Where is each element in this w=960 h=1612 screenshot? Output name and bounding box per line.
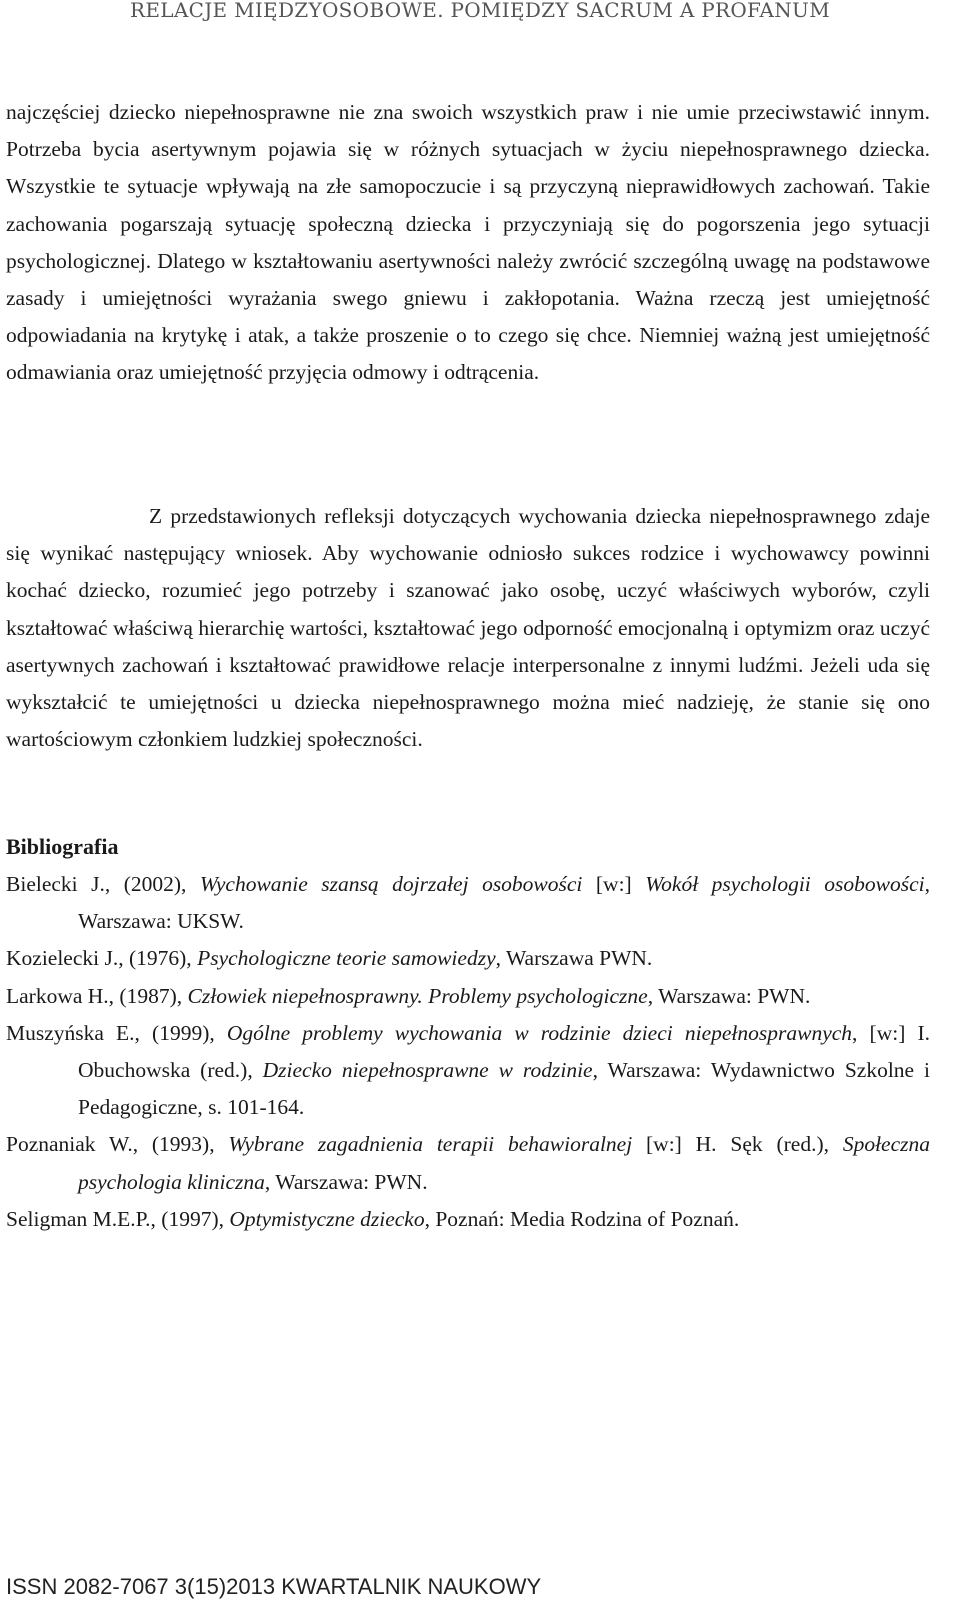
entry-author: Kozielecki J., (1976), [6,946,198,971]
entry-title: Człowiek niepełnosprawny. Problemy psychologiczne [187,983,648,1008]
entry-book-title: Wokół psychologii osobowości [645,872,925,896]
entry-author: Bielecki J., (2002), [6,872,200,896]
entry-author: Muszyńska E., (1999), [6,1020,227,1045]
bibliography-heading: Bibliografia [6,834,119,859]
entry-publisher: , Warszawa: UKSW. [78,872,930,934]
entry-editor: , [w:] I. Obuchowska (red.), [78,1020,930,1083]
bibliography-entry [6,1015,930,1127]
entry-editor: [w:] [582,872,646,896]
running-header: RELACJE MIĘDZYOSOBOWE. POMIĘDZY SACRUM A PROFANUM [130,0,830,22]
entry-publisher: , Warszawa: PWN. [264,1169,428,1194]
entry-author: Larkowa H., (1987), [6,983,188,1008]
journal-footer: ISSN 2082-7067 3(15)2013 KWARTALNIK NAUKOWY [6,1574,542,1599]
entry-publisher: , Warszawa PWN. [495,946,653,971]
entry-author: Poznaniak W., (1993), [6,1132,229,1157]
entry-publisher: , Warszawa: Wydawnictwo Szkolne i Pedagogiczne, s. 101-164. [78,1058,930,1120]
entry-title: Psychologiczne teorie samowiedzy [197,946,496,971]
body-paragraph-1: najczęściej dziecko niepełnosprawne nie zna swoich wszystkich praw i nie umie przeciwstawić innym. Potrzeba bycia asertywnym pojawia się w różnych sytuacjach w życiu niepełnosprawnego dziecka. Wszystkie te sytuacje wpływają na złe samopoczucie i są przyczyną nieprawidłowych zachowań. Takie zachowania pogarszają sytuację społeczną dziecka i przyczyniają się do pogorszenia jego sytuacji psychologicznej. Dlatego w kształtowaniu asertywności należy zwrócić szczególną uwagę na podstawowe zasady i umiejętności wyrażania swego gniewu i zakłopotania. Ważna rzeczą jest umiejętność odpowiadania na krytykę i atak, a także proszenie o to czego się chce. Niemniej ważną jest umiejętność odmawiania oraz umiejętność przyjęcia odmowy i odtrącenia. [6,100,930,385]
bibliography-entry [6,978,930,1015]
entry-title: Wybrane zagadnienia terapii behawioralnej [228,1132,633,1157]
bibliography-entry [6,1126,930,1200]
bibliography-list [6,866,930,1238]
entry-book-title: Społeczna psychologia kliniczna [78,1132,930,1194]
entry-title: Optymistyczne dziecko [229,1206,425,1231]
bibliography-entry [6,866,930,940]
entry-title: Wychowanie szansą dojrzałej osobowości [199,872,583,896]
bibliography-entry [6,940,930,977]
body-paragraph-2: Z przedstawionych refleksji dotyczących wychowania dziecka niepełnosprawnego zdaje się wynikać następujący wniosek. Aby wychowanie odniosło sukces rodzice i wychowawcy powinni kochać dziecko, rozumieć jego potrzeby i szanować jako osobę, uczyć właściwych wyborów, czyli kształtować właściwą hierarchię wartości, kształtować jego odporność emocjonalną i optymizm oraz uczyć asertywnych zachowań i kształtować prawidłowe relacje interpersonalne z innymi ludźmi. Jeżeli uda się wykształcić te umiejętności u dziecka niepełnosprawnego można mieć nadzieję, że stanie się ono wartościowym członkiem ludzkiej społeczności. [6,504,930,752]
entry-publisher: , Warszawa: PWN. [647,983,811,1008]
entry-author: Seligman M.E.P., (1997), [6,1206,230,1231]
entry-book-title: Dziecko niepełnosprawne w rodzinie [262,1058,593,1083]
entry-title: Ogólne problemy wychowania w rodzinie dzieci niepełnosprawnych [226,1020,853,1045]
bibliography-entry [6,1201,930,1238]
entry-editor: [w:] H. Sęk (red.), [632,1132,843,1157]
entry-publisher: , Poznań: Media Rodzina of Poznań. [424,1206,740,1231]
